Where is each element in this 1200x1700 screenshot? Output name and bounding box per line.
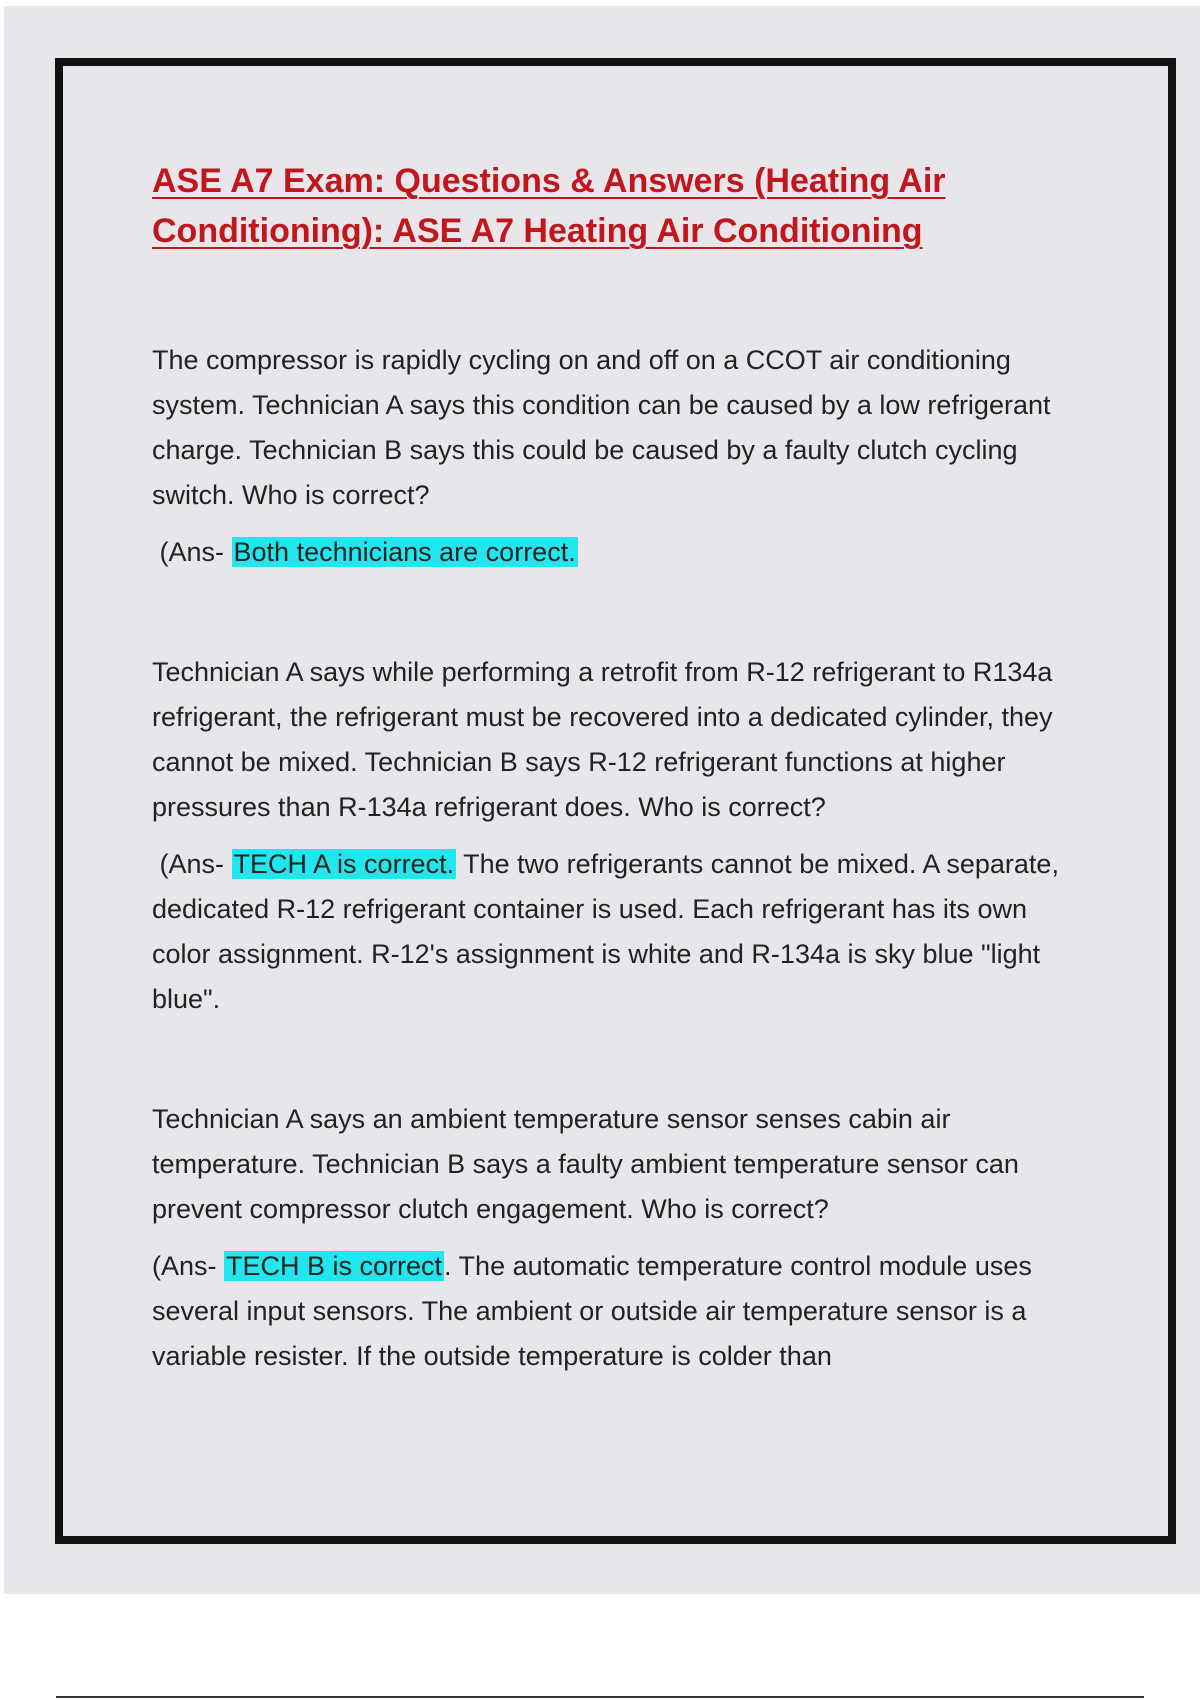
qa-item-2 xyxy=(152,650,1092,1022)
footer-divider xyxy=(56,1696,1144,1698)
question-3-text: Technician A says an ambient temperature sensor senses cabin air temperature. Technician B says a faulty ambient temperature sensor can prevent compressor clutch engagement. Who is correct? xyxy=(152,1104,1019,1224)
qa-item-1 xyxy=(152,338,1092,575)
answer-2 xyxy=(152,842,1092,1022)
answer-1-highlight: Both technicians are correct. xyxy=(233,537,576,567)
qa-item-3 xyxy=(152,1097,1092,1379)
document-content xyxy=(152,156,1092,1454)
question-1-text: The compressor is rapidly cycling on and off on a CCOT air conditioning system. Technician A says this condition can be caused by a low refrigerant charge. Technician B says this could be caused by a faulty clutch cycling switch. Who is correct? xyxy=(152,345,1051,510)
answer-3-prefix: (Ans- xyxy=(152,1251,225,1281)
question-2-text: Technician A says while performing a retrofit from R-12 refrigerant to R134a refrigerant, the refrigerant must be recovered into a dedicated cylinder, they cannot be mixed. Technician B says R-12 refrigerant functions at higher pressures than R-134a refrigerant does. Who is correct? xyxy=(152,657,1053,822)
document-title: ASE A7 Exam: Questions & Answers (Heating Air Conditioning): ASE A7 Heating Air Conditioning xyxy=(152,162,946,250)
answer-1 xyxy=(152,530,1092,575)
answer-1-prefix: (Ans- xyxy=(159,537,232,567)
document-page xyxy=(4,6,1200,1594)
answer-2-rest: The two refrigerants cannot be mixed. A separate, dedicated R-12 refrigerant container is used. Each refrigerant has its own color assignment. R-12's assignment is white and R-134a is sky blue "light blue". xyxy=(152,849,1059,1014)
answer-3-highlight: TECH B is correct xyxy=(226,1251,443,1281)
answer-2-highlight: TECH A is correct. xyxy=(233,849,455,879)
answer-2-prefix: (Ans- xyxy=(159,849,232,879)
answer-3-rest: . The automatic temperature control module uses several input sensors. The ambient or outside air temperature sensor is a variable resister. If the outside temperature is colder than xyxy=(152,1251,1032,1371)
answer-3 xyxy=(152,1244,1092,1379)
